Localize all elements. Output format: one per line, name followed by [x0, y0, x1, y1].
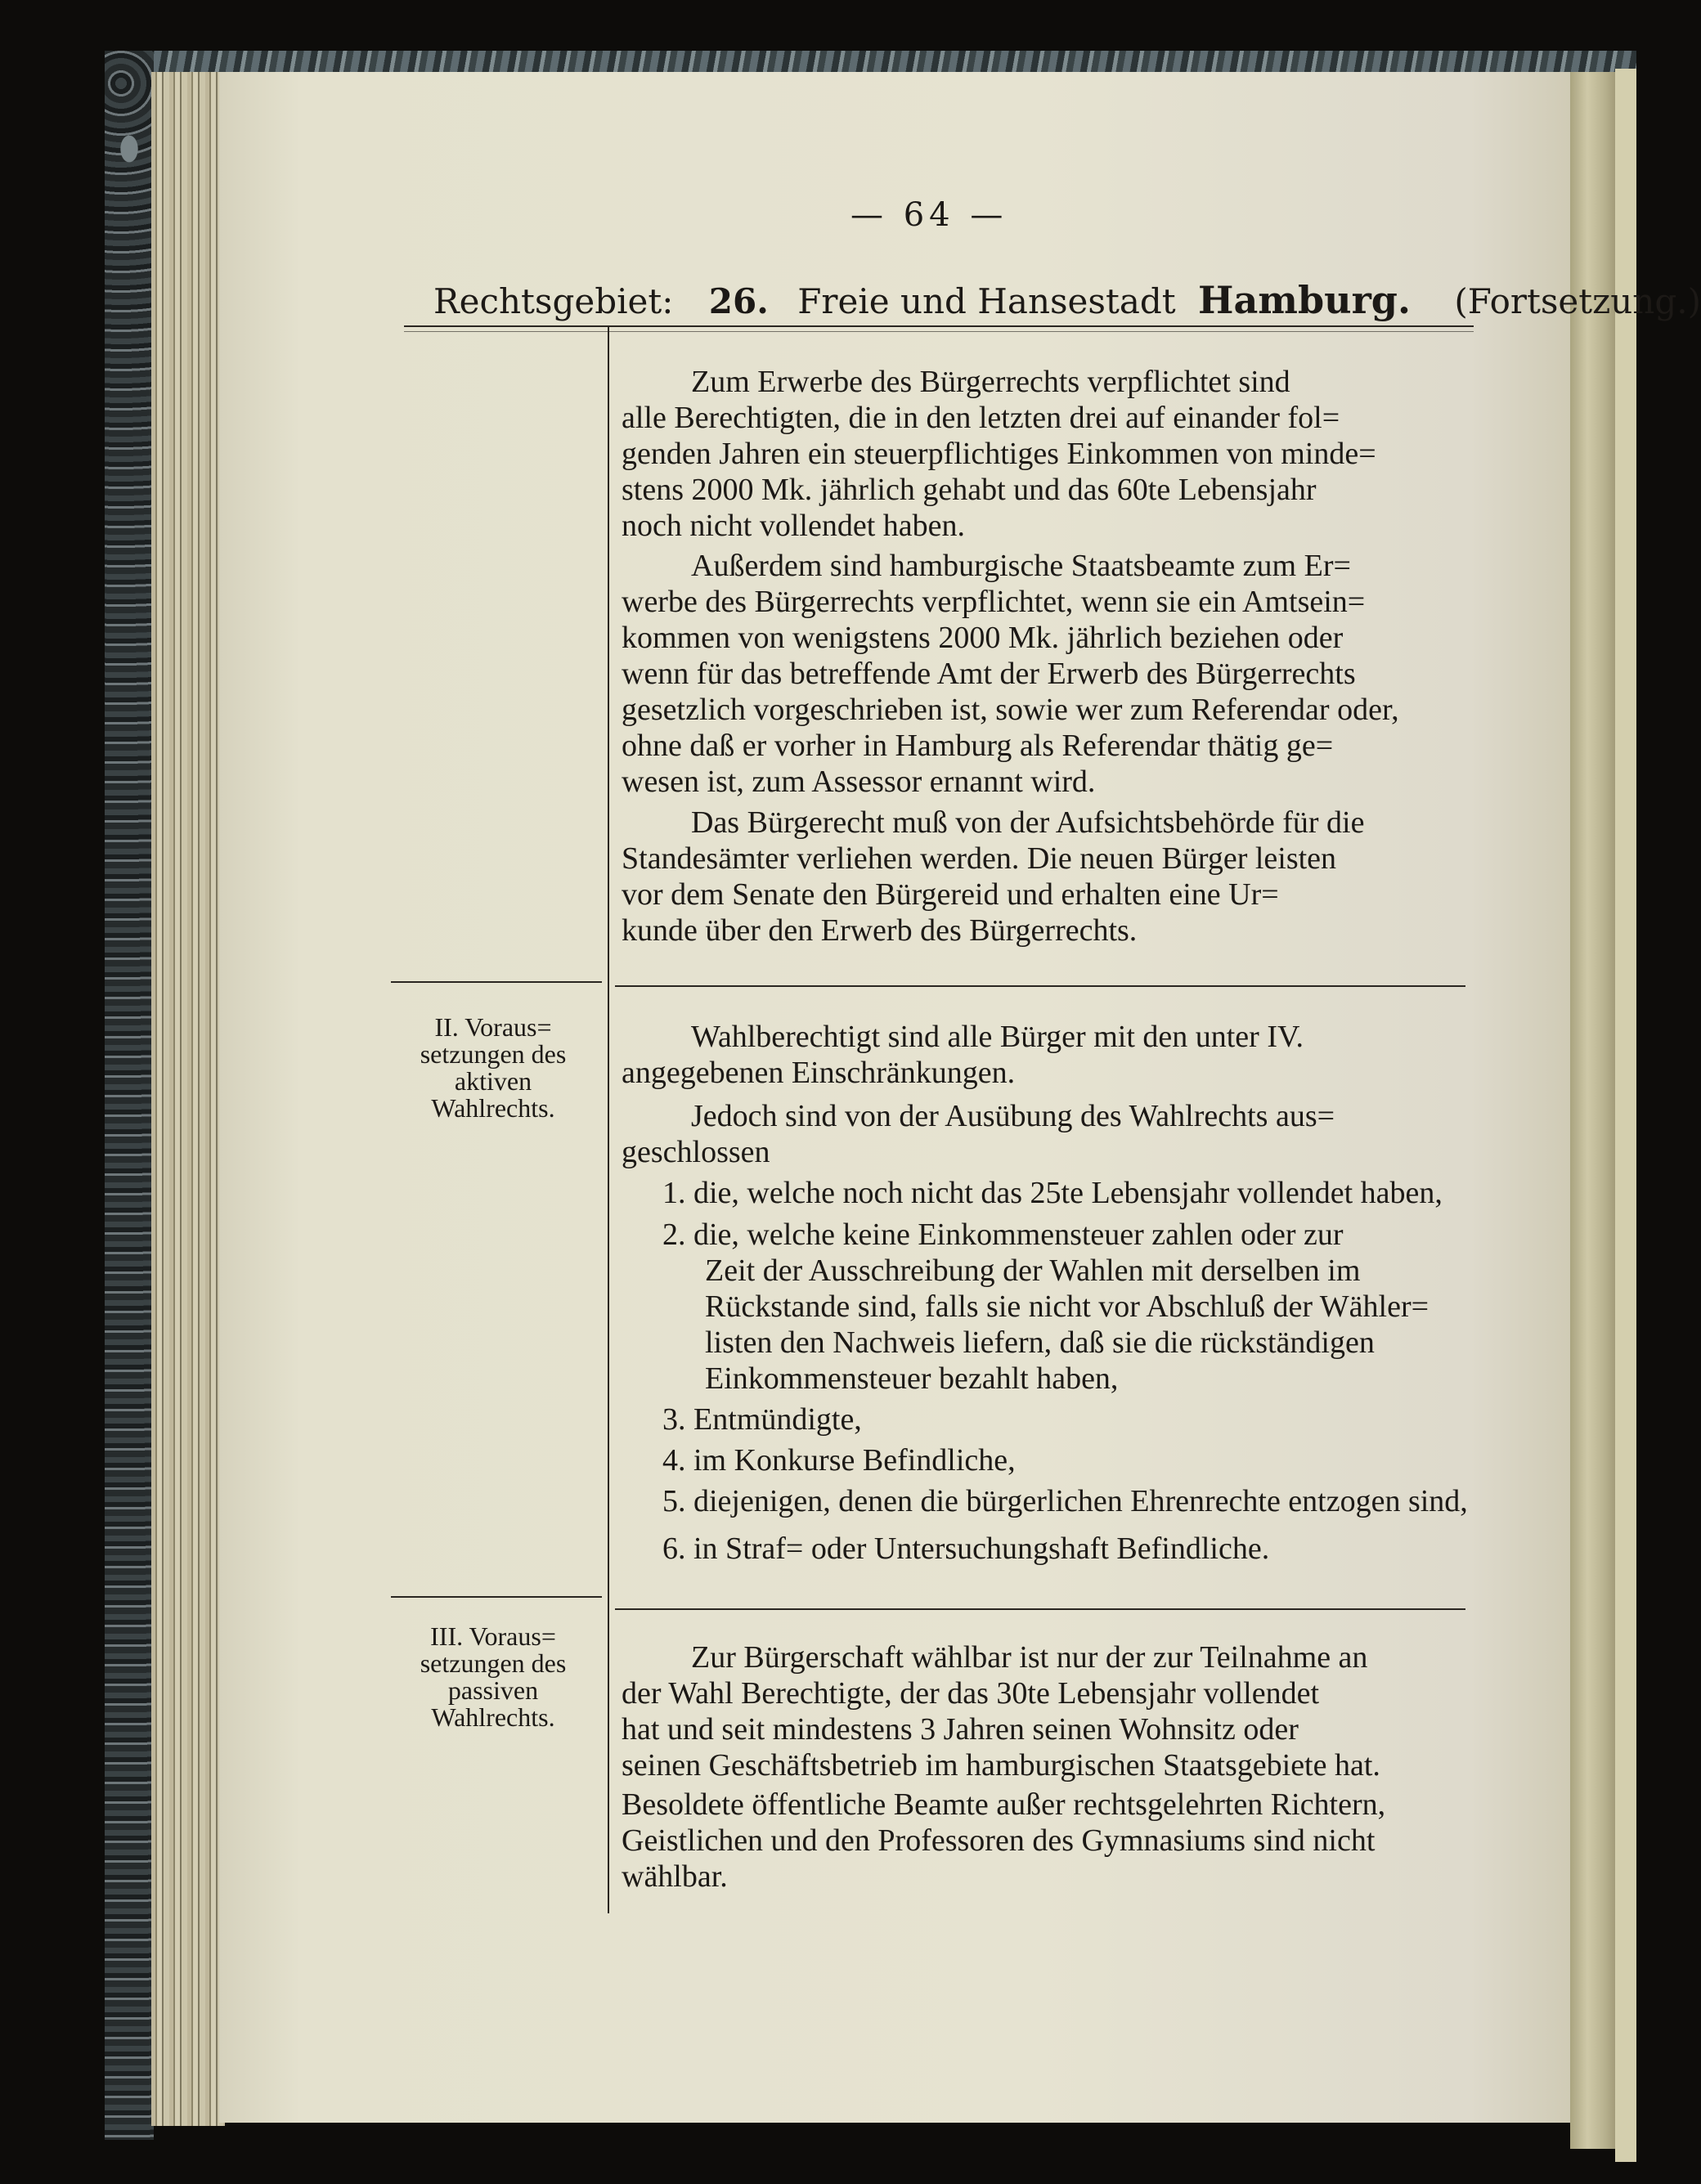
s2-item: 5. diejenigen, denen die bürgerlichen Ehrenrechte entzogen sind, [662, 1484, 1468, 1518]
s2-item: 6. in Straf= oder Untersuchungshaft Befindliche. [662, 1531, 1270, 1566]
facing-page-edge [1615, 69, 1636, 2162]
s1-line: alle Berechtigten, die in den letzten drei auf einander fol= [622, 401, 1340, 435]
s2-item: listen den Nachweis liefern, daß sie die rückständigen [705, 1325, 1375, 1360]
s2-item: 3. Entmündigte, [662, 1402, 862, 1437]
row-rule-1-right [615, 985, 1465, 987]
s1-line: Standesämter verliehen werden. Die neuen Bürger leisten [622, 841, 1337, 876]
s1-line: ohne daß er vorher in Hamburg als Referendar thätig ge= [622, 729, 1334, 763]
s3-side-label: III. Voraus= setzungen des passiven Wahlrechts. [420, 1621, 567, 1732]
marbled-cover-left [105, 51, 154, 2140]
s1-line: werbe des Bürgerrechts verpflichtet, wenn sie ein Amtsein= [622, 585, 1366, 619]
s2-item: 4. im Konkurse Befindliche, [662, 1443, 1016, 1478]
s1-line: wesen ist, zum Assessor ernannt wird. [622, 765, 1096, 799]
header-rule [404, 325, 1474, 327]
s2-intro-line: Jedoch sind von der Ausübung des Wahlrechts aus= [691, 1099, 1335, 1133]
s3-line: Zur Bürgerschaft wählbar ist nur der zur Teilnahme an [691, 1640, 1368, 1675]
column-divider [608, 327, 609, 1913]
s1-line: Zum Erwerbe des Bürgerrechts verpflichtet sind [691, 365, 1290, 399]
s1-line: genden Jahren ein steuerpflichtiges Einkommen von minde= [622, 437, 1376, 471]
header-note: (Fortsetzung.) [1454, 281, 1701, 321]
s1-line: Das Bürgerecht muß von der Aufsichtsbehörde für die [691, 805, 1365, 840]
header-rule-2 [404, 331, 1474, 332]
s1-line: kunde über den Erwerb des Bürgerrechts. [622, 913, 1138, 948]
s1-line: stens 2000 Mk. jährlich gehabt und das 60te Lebensjahr [622, 473, 1317, 507]
s2-item: Rückstande sind, falls sie nicht vor Abschluß der Wähler= [705, 1289, 1429, 1324]
s3-line: der Wahl Berechtigte, der das 30te Lebensjahr vollendet [622, 1676, 1320, 1711]
page-edges [151, 72, 225, 2126]
s3-line: Besoldete öffentliche Beamte außer rechtsgelehrten Richtern, [622, 1787, 1386, 1822]
s1-line: kommen von wenigstens 2000 Mk. jährlich beziehen oder [622, 621, 1344, 655]
header-number: 26. [708, 281, 769, 321]
header-title-b: Hamburg. [1198, 278, 1411, 322]
s2-intro-line: Wahlberechtigt sind alle Bürger mit den unter IV. [691, 1020, 1304, 1054]
s1-line: gesetzlich vorgeschrieben ist, sowie wer zum Referendar oder, [622, 693, 1399, 727]
s1-line: Außerdem sind hamburgische Staatsbeamte zum Er= [691, 549, 1351, 583]
s2-item: Zeit der Ausschreibung der Wahlen mit derselben im [705, 1253, 1361, 1288]
s3-line: wählbar. [622, 1859, 728, 1894]
s1-line: noch nicht vollendet haben. [622, 509, 965, 543]
row-rule-1-left [391, 981, 602, 983]
page-number: — 64 — [850, 196, 1008, 234]
s2-intro-line: geschlossen [622, 1135, 770, 1169]
s2-item: 1. die, welche noch nicht das 25te Lebensjahr vollendet haben, [662, 1176, 1443, 1210]
s1-line: vor dem Senate den Bürgereid und erhalten eine Ur= [622, 877, 1279, 912]
header-label: Rechtsgebiet: [433, 281, 674, 321]
book-gutter [1570, 72, 1619, 2149]
row-rule-2-left [391, 1596, 602, 1598]
s2-item: 2. die, welche keine Einkommensteuer zahlen oder zur [662, 1218, 1344, 1252]
header-title-a: Freie und Hansestadt [797, 281, 1176, 321]
s2-intro-line: angegebenen Einschränkungen. [622, 1056, 1016, 1090]
s2-item: Einkommensteuer bezahlt haben, [705, 1361, 1119, 1396]
s3-line: Geistlichen und den Professoren des Gymnasiums sind nicht [622, 1823, 1376, 1858]
s3-line: seinen Geschäftsbetrieb im hamburgischen Staatsgebiete hat. [622, 1748, 1380, 1783]
page-header [433, 278, 1701, 322]
s1-line: wenn für das betreffende Amt der Erwerb des Bürgerrechts [622, 657, 1356, 691]
s2-side-label: II. Voraus= setzungen des aktiven Wahlrechts. [420, 1012, 567, 1123]
s3-line: hat und seit mindestens 3 Jahren seinen Wohnsitz oder [622, 1712, 1299, 1747]
row-rule-2-right [615, 1608, 1465, 1610]
